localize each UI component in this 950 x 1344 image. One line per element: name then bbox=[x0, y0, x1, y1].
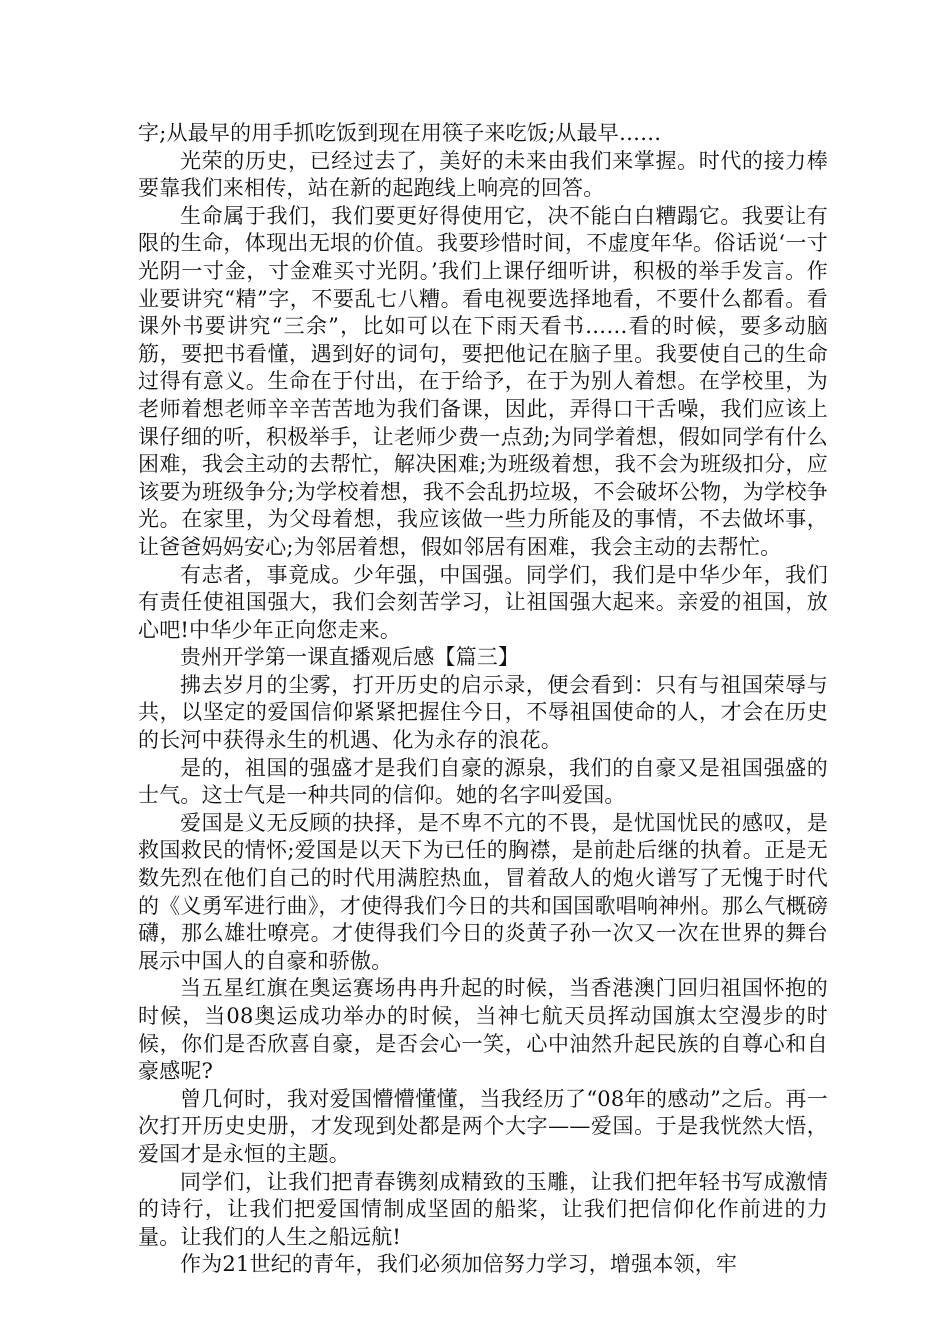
paragraph: 同学们，让我们把青春镌刻成精致的玉雕，让我们把年轻书写成激情的诗行，让我们把爱国情制成坚固的船桨，让我们把信仰化作前进的力量。让我们的人生之船远航! bbox=[138, 1169, 828, 1249]
paragraph: 生命属于我们，我们要更好得使用它，决不能白白糟蹋它。我要让有限的生命，体现出无垠的价值。我要珍惜时间，不虚度年华。俗话说‘一寸光阴一寸金，寸金难买寸光阴。’我们上课仔细听讲，积极的举手发言。作业要讲究“精”字，不要乱七八糟。看电视要选择地看，不要什么都看。看课外书要讲究“三余”，比如可以在下雨天看书……看的时候，要多动脑筋，要把书看懂，遇到好的词句，要把他记在脑子里。我要使自己的生命过得有意义。生命在于付出，在于给予，在于为别人着想。在学校里，为老师着想老师辛辛苦苦地为我们备课，因此，弄得口干舌噪，我们应该上课仔细的听，积极举手，让老师少费一点劲;为同学着想，假如同学有什么困难，我会主动的去帮忙，解决困难;为班级着想，我不会为班级扣分，应该要为班级争分;为学校着想，我不会乱扔垃圾，不会破坏公物，为学校争光。在家里，为父母着想，我应该做一些力所能及的事情，不去做坏事，让爸爸妈妈安心;为邻居着想，假如邻居有困难，我会主动的去帮忙。 bbox=[138, 203, 828, 559]
paragraph-continued: 字;从最早的用手抓吃饭到现在用筷子来吃饭;从最早…… bbox=[138, 121, 662, 145]
paragraph: 拂去岁月的尘雾，打开历史的启示录，便会看到：只有与祖国荣辱与共，以坚定的爱国信仰紧紧把握住今日，不辱祖国使命的人，才会在历史的长河中获得永生的机遇、化为永存的浪花。 bbox=[138, 672, 828, 753]
paragraph: 爱国是义无反顾的抉择，是不卑不亢的不畏，是忧国忧民的感叹，是救国救民的情怀;爱国是以天下为已任的胸襟，是前赴后继的执着。正是无数先烈在他们自己的时代用满腔热血，冒着敌人的炮火谱写了无愧于时代的《义勇军进行曲》，才使得我们今日的共和国国歌唱响神州。那么气概磅礴，那么雄壮嘹亮。才使得我们今日的炎黄子孙一次又一次在世界的舞台展示中国人的自豪和骄傲。 bbox=[138, 810, 828, 973]
document-body bbox=[138, 120, 828, 1279]
paragraph: 曾几何时，我对爱国懵懵懂懂，当我经历了“08年的感动”之后。再一次打开历史史册，才发现到处都是两个大字——爱国。于是我恍然大悟，爱国才是永恒的主题。 bbox=[138, 1086, 828, 1166]
paragraph: 有志者，事竟成。少年强，中国强。同学们，我们是中华少年，我们有责任使祖国强大，我们会刻苦学习，让祖国强大起来。亲爱的祖国，放心吧!中华少年正向您走来。 bbox=[138, 562, 828, 642]
paragraph: 当五星红旗在奥运赛场冉冉升起的时候，当香港澳门回归祖国怀抱的时候，当08奥运成功举办的时候，当神七航天员挥动国旗太空漫步的时候，你们是否欣喜自豪，是否会心一笑，心中油然升起民族的自尊心和自豪感呢? bbox=[138, 976, 828, 1084]
paragraph: 是的，祖国的强盛才是我们自豪的源泉，我们的自豪又是祖国强盛的士气。这士气是一种共同的信仰。她的名字叫爱国。 bbox=[138, 755, 828, 808]
paragraph: 作为21世纪的青年，我们必须加倍努力学习，增强本领，牢 bbox=[180, 1252, 738, 1277]
section-heading: 贵州开学第一课直播观后感【篇三】 bbox=[180, 645, 520, 670]
paragraph: 光荣的历史，已经过去了，美好的未来由我们来掌握。时代的接力棒要靠我们来相传，站在新的起跑线上响亮的回答。 bbox=[138, 148, 828, 201]
